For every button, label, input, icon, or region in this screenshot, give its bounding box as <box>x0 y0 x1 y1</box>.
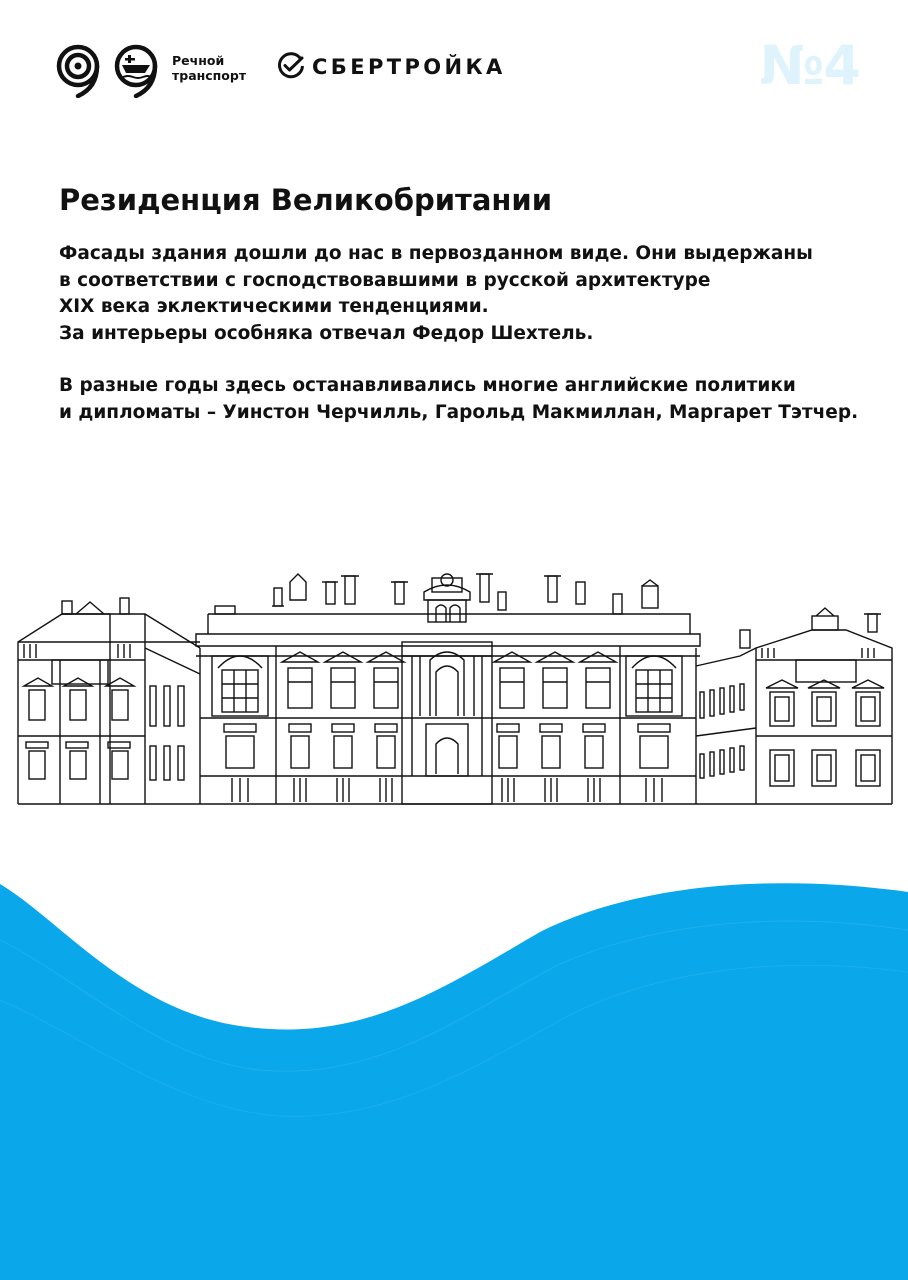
paragraph-facades <box>59 241 879 347</box>
sber-check-icon <box>277 52 305 80</box>
paragraph-line: в соответствии с господствовавшими в русской архитектуре <box>59 269 711 291</box>
right-wing <box>696 608 892 804</box>
left-wing <box>18 598 200 804</box>
paragraph-visitors <box>59 373 879 426</box>
paragraph-line: В разные годы здесь останавливались многие английские политики <box>59 375 796 396</box>
sber-brand-text: СБЕРТРОЙКА <box>312 55 506 79</box>
river-transport-line2: транспорт <box>172 68 247 83</box>
page-number: №4 <box>759 34 860 97</box>
header <box>0 0 908 130</box>
paragraph-line: За интерьеры особняка отвечал Федор Шехтель. <box>59 322 594 344</box>
central-building <box>196 574 700 804</box>
page-title: Резиденция Великобритании <box>59 183 553 217</box>
paragraph-line: и дипломаты – Уинстон Черчилль, Гарольд Макмиллан, Маргарет Тэтчер. <box>59 401 859 423</box>
river-transport-label <box>172 53 246 83</box>
river-transport-line1: Речной <box>172 53 225 68</box>
river-transport-ship-icon <box>114 44 164 98</box>
content <box>59 178 879 426</box>
blue-wave-decoration <box>0 860 908 1280</box>
building-illustration <box>0 556 908 816</box>
paragraph-line: XIX века эклектическими тенденциями. <box>59 296 489 317</box>
moscow-nine-logo-icon <box>56 44 106 98</box>
paragraph-line: Фасады здания дошли до нас в первозданном виде. Они выдержаны <box>59 243 813 264</box>
